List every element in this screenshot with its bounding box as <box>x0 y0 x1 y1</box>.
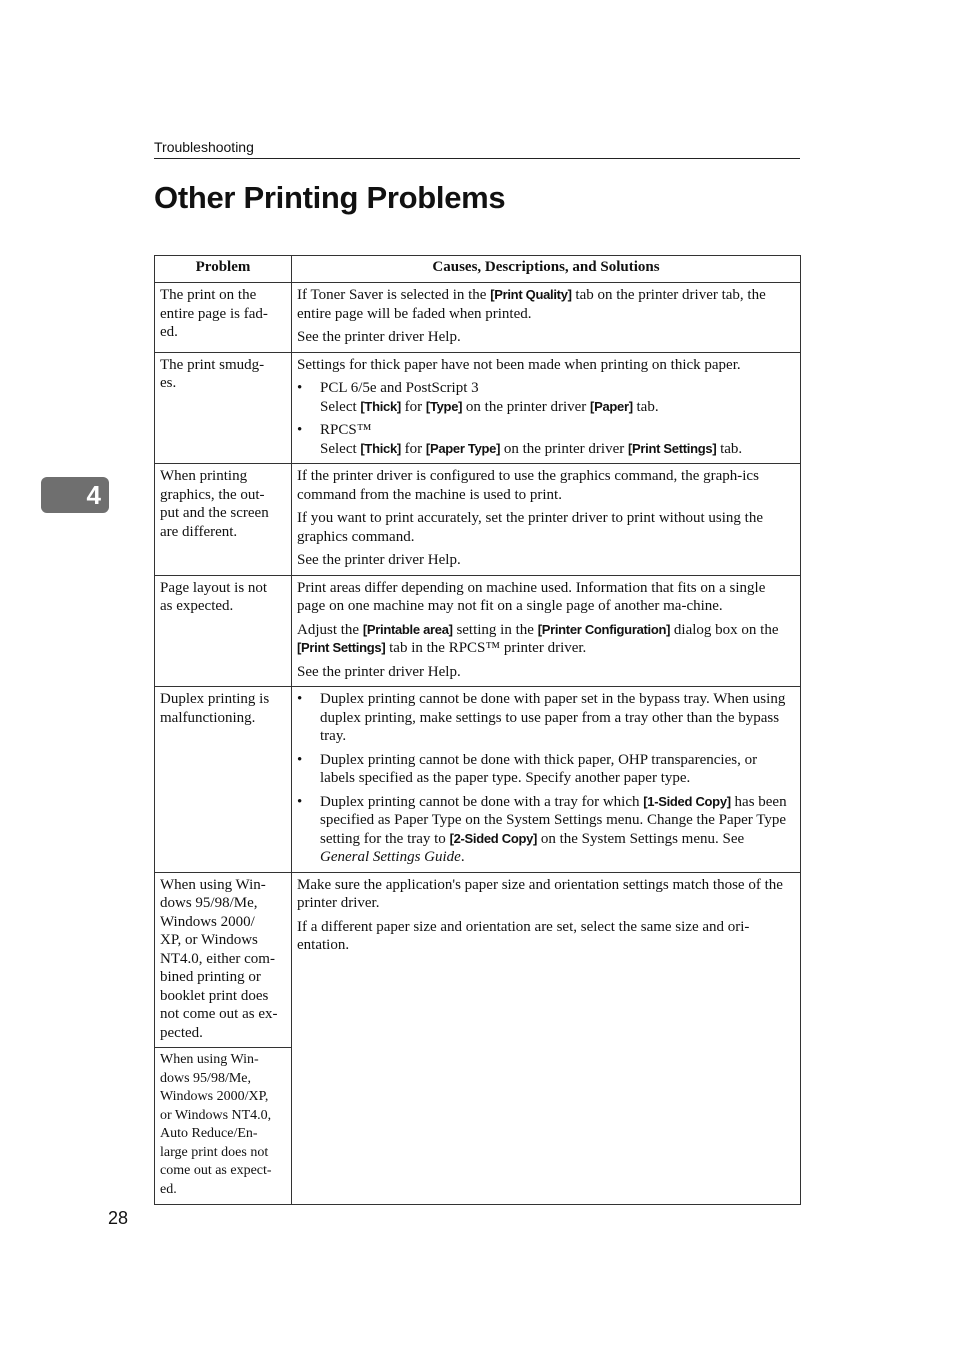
solution-paragraph: Settings for thick paper have not been made when printing on thick paper. <box>297 356 741 373</box>
ui-label: [Printer Configuration] <box>537 621 671 637</box>
ui-label: [Thick] <box>360 398 401 414</box>
ui-label: [Print Settings] <box>297 640 386 655</box>
bullet-item: • Duplex printing cannot be done with a tray for which [1-Sided Copy] has been specified as Paper Type on the System Settings menu. Change the Paper Type setting for the tray to [2-Sided Copy] on the System Settings menu. See General Settings Guide. <box>297 793 787 865</box>
solution-cell <box>292 352 801 464</box>
chapter-tab: 4 <box>41 477 109 513</box>
problem-text: Duplex printing is malfunctioning. <box>160 691 270 726</box>
column-header-problem: Problem <box>155 256 292 283</box>
problem-text: Page layout is not as expected. <box>160 579 268 614</box>
solution-paragraph: If the printer driver is configured to use the graphics command, the graph-ics command from the machine is used to print. <box>297 468 759 503</box>
column-header-solutions: Causes, Descriptions, and Solutions <box>292 256 801 283</box>
problem-cell <box>155 464 292 576</box>
problem-cell <box>155 283 292 353</box>
problem-cell <box>155 872 292 1048</box>
table-header-row <box>155 256 801 283</box>
solution-cell <box>292 872 801 1205</box>
solution-cell <box>292 575 801 687</box>
ui-label: [Printable area] <box>362 621 453 637</box>
bullet-icon: • <box>297 751 303 768</box>
table-row <box>155 283 801 353</box>
bullet-item: • Duplex printing cannot be done with paper set in the bypass tray. When using duplex printing, make settings to use paper from a tray other than the bypass tray. <box>297 691 786 744</box>
solution-cell <box>292 283 801 353</box>
problem-cell <box>155 1048 292 1205</box>
bullet-item: • Duplex printing cannot be done with thick paper, OHP transparencies, or labels specified as the paper type. Specify another paper type. <box>297 751 758 786</box>
table-row <box>155 687 801 873</box>
solution-cell <box>292 687 801 873</box>
problems-table <box>154 255 801 1205</box>
solution-paragraph: Make sure the application's paper size and orientation settings match those of the printer driver. <box>297 876 783 911</box>
page-number: 28 <box>108 1208 129 1228</box>
ui-label: [Paper] <box>590 398 633 414</box>
ui-label: [2-Sided Copy] <box>449 830 538 846</box>
table-row <box>155 872 801 1048</box>
table-row <box>155 464 801 576</box>
solution-paragraph: See the printer driver Help. <box>297 329 461 345</box>
bullet-icon: • <box>297 422 303 438</box>
ui-label: [Print Settings] <box>627 440 717 456</box>
solution-paragraph: If Toner Saver is selected in the [Print Quality] tab on the printer driver tab, the entire page will be faded when printed. <box>297 287 766 322</box>
table-row <box>155 575 801 687</box>
solution-paragraph: See the printer driver Help. <box>297 552 461 568</box>
bullet-icon: • <box>297 793 303 810</box>
bullet-list <box>297 690 795 867</box>
ui-label: [Type] <box>425 398 463 414</box>
problem-cell <box>155 352 292 464</box>
ui-label: [1-Sided Copy] <box>643 793 731 809</box>
problem-text: The print smudg- es. <box>160 356 265 391</box>
problem-cell <box>155 575 292 687</box>
problem-text: The print on the entire page is fad- ed. <box>160 287 268 340</box>
bullet-item: • PCL 6/5e and PostScript 3 Select [Thick] for [Type] on the printer driver [Paper] tab. <box>297 380 659 415</box>
bullet-icon: • <box>297 380 303 396</box>
bullet-list <box>297 379 795 458</box>
ui-label: [Print Quality] <box>490 287 572 302</box>
ui-label: [Thick] <box>360 440 401 456</box>
solution-paragraph: Print areas differ depending on machine used. Information that fits on a single page on one machine may not fit on a single page of another ma-chine. <box>297 579 766 614</box>
ui-label: [Paper Type] <box>425 440 501 456</box>
problem-cell <box>155 687 292 873</box>
running-header: Troubleshooting <box>154 139 800 159</box>
solution-paragraph: See the printer driver Help. <box>297 663 461 680</box>
solution-cell <box>292 464 801 576</box>
bullet-icon: • <box>297 691 303 707</box>
table-row <box>155 352 801 464</box>
solution-paragraph: If you want to print accurately, set the printer driver to print without using the graphics command. <box>297 510 763 545</box>
solution-paragraph: If a different paper size and orientation are set, select the same size and ori-entation. <box>297 918 750 953</box>
problem-text: When printing graphics, the out- put and the screen are different. <box>160 468 269 540</box>
bullet-item: • RPCS™ Select [Thick] for [Paper Type] on the printer driver [Print Settings] tab. <box>297 422 743 457</box>
page-title: Other Printing Problems <box>154 180 506 215</box>
problem-text: When using Win- dows 95/98/Me, Windows 2000/ XP, or Windows NT4.0, either com- bined printing or booklet print does not come out as ex- pected. <box>160 876 278 1041</box>
solution-paragraph: Adjust the [Printable area] setting in the [Printer Configuration] dialog box on the [Print Settings] tab in the RPCS™ printer driver. <box>297 621 779 656</box>
book-reference: General Settings Guide <box>320 849 461 865</box>
problem-text: When using Win- dows 95/98/Me, Windows 2000/XP, or Windows NT4.0, Auto Reduce/En- large print does not come out as expect- ed. <box>160 1052 272 1197</box>
